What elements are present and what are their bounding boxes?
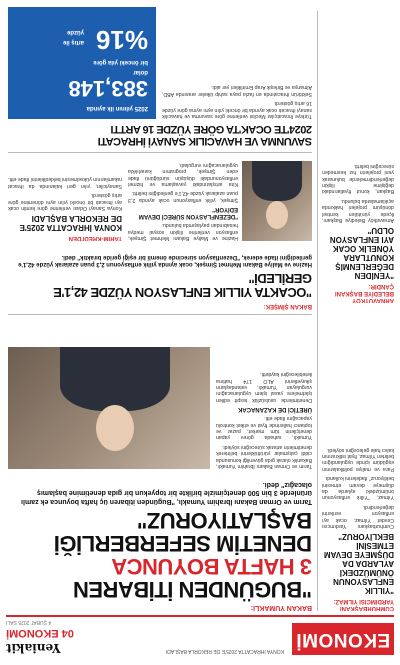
ad-percent: %16 [95, 25, 148, 55]
bottom-left-paragraph: Sanayiciler, yılın geri kalanında da ihracat rakamlarının yükselmesini beklediklerini ifade etti. [8, 176, 122, 189]
ad-number: 383,148 [68, 76, 148, 101]
side-story-3 [8, 157, 122, 241]
inflation-paragraph: Hazine ve Maliye Bakanı Mehmet Şimşek, enflasyon verilerine ilişkin sosyal medya hesabından paylaşımda bulundu. [128, 222, 238, 241]
ad-line-2: bir önceki yıla göre [93, 59, 148, 65]
main-headline-line-2: DENETİM SEFERBERLİĞİ [54, 531, 312, 556]
main-subhead: ÜRETİCİ DE KAZANACAK [238, 405, 312, 412]
side-story-paragraph: Para ve maliye politikalarının eşgüdüm içinde uygulandığını belirten Yılmaz, fiyat istikrarının kalıcı hale geleceğini söyledi. [322, 446, 394, 472]
side-story-2-paragraph: Arnavutköy Belediye Başkanı, ilçede yürütülen kentsel dönüşüm projeleri hakkında açıklamalarda bulundu. [322, 197, 394, 223]
side-story-2-kicker: ARNAVUTKÖY BELEDİYE BAŞKANI ÇANDIR: [334, 283, 394, 303]
bottom-left-kicker: TARIM-KREDİ'DEN [68, 235, 122, 241]
inflation-photo [242, 161, 312, 241]
ad-line-1: 2025 yılının ilk ayında [86, 105, 148, 111]
masthead-right [6, 619, 126, 655]
advertisement [8, 7, 156, 119]
side-story-kicker: CUMHURBAŞKANI YARDIMCISI YILMAZ: [333, 598, 394, 611]
side-story-2-paragraph: Başkan, konut fiyatlarındaki değişime ilişkin değerlendirmelerde bulunarak yeni projelerin hız kesmeden süreceğini belirtti. [322, 162, 394, 195]
inflation-subhead: "DEZENFLASYON SÜRECİ DEVAM EDİYOR" [138, 205, 238, 219]
main-headline [8, 509, 312, 601]
defense-headline [8, 123, 312, 147]
defense-headline-line-1: SAVUNMA VE HAVACILIK SANAYİ İHRACATI [98, 135, 312, 147]
side-story-2-headline: "YENİDEN DEĞERLENMİŞ KONUTLARA YÖNELİK OCAK AYI ENFLASYON OLDU" [329, 226, 394, 280]
section-divider [8, 314, 312, 315]
section-name: EKONOMİ [6, 627, 59, 639]
photo-figure [252, 161, 302, 201]
masthead-rule [6, 615, 394, 617]
side-story-2 [322, 143, 394, 303]
main-kicker: BAKAN YUMAKLI: [250, 604, 312, 611]
inflation-paragraph: Şimşek, yıllık enflasyonun ocak ayında 2,3 puan azalarak yüzde 42,1'e gerilediğini belirtti. [128, 190, 238, 203]
issue-date: 4 ŞUBAT 2025 SALI [6, 619, 52, 625]
inflation-kicker: BAKAN ŞİMŞEK: [263, 303, 312, 309]
side-story-headline: "YILLIK ENFLASYONUN ÖNÜMÜZDEKİ AYLARDA DA DÜŞMEYE DEVAM ETMESİNİ BEKLİYORUZ" [323, 532, 394, 595]
column-divider [317, 11, 318, 611]
bottom-left-paragraph: Konya Sanayi Odası verilerine göre kentin ocak ayı ihracatı bir önceki yılın aynı dönemine göre artış gösterdi. [8, 192, 122, 211]
main-paragraph: Tarım ve Orman Bakanı İbrahim Yumaklı, Bakanlık olarak gıda güvenliği konusunda ciddi çalışmalar yürüttüklerini belirterek denetimlerin artarak süreceğini söyledi. [216, 443, 312, 469]
defense-paragraph: Türkiye İhracatçılar Meclisi verilerine göre savunma ve havacılık sanayi ihracatı ocak ayında bir önceki yılın aynı ayına göre yüzde 16 artış gösterdi. [162, 100, 312, 119]
defense-paragraph: Sektörün ihracatında en fazla paya sahip ülkeler arasında ABD, Almanya ve Birleşik Arap Emirlikleri yer aldı. [162, 84, 312, 97]
publication-logo: Yeniakit [6, 641, 61, 655]
photo-face [96, 405, 134, 451]
main-headline-line-3: BAŞLATIYORUZ" [137, 508, 312, 533]
photo-figure [60, 347, 170, 411]
masthead [6, 619, 394, 659]
ad-unit: dolar [133, 69, 148, 75]
top-line: KONYA İHRACATTA 2025'E DE REKORLA BAŞLADI [165, 648, 284, 654]
main-body [216, 319, 312, 469]
section-brand: EKONOMİ [292, 623, 394, 655]
defense-headline-line-2: 2024'TE OCAK'TA GÖRE YÜZDE 16 ARTTI [110, 123, 312, 135]
ad-line-3: yüzde [66, 29, 84, 35]
ad-percent-label: artış ile [62, 39, 84, 45]
side-story [322, 311, 394, 611]
inflation-paragraph: Kira artışlarındaki yavaşlama ve hizmet enflasyonundaki düşüşün sürdüğünü ifade eden Şimşek, programın kararlılıkla uygulanacağını vurguladı. [128, 161, 238, 187]
photo-face [266, 201, 288, 229]
inflation-strap: Hazine ve Maliye Bakanı Mehmet Şimşek, ocak ayında yıllık enflasyonun 2,3 puan azalarak yüzde 42,1'e gerilediğini ifade ederek, "Dezenflasyon sürecinde önemli bir eşiği geride bıraktık" dedi. [18, 254, 312, 267]
main-photo [8, 347, 210, 469]
page-number: 04 [61, 627, 74, 639]
section-divider [8, 152, 312, 153]
side-story-paragraph: Yılmaz, "Yıllık enflasyonun önümüzdeki aylarda da düşmeye devam etmesini bekliyoruz" ifadelerini kullandı. [322, 475, 394, 501]
section-label [6, 627, 126, 639]
main-strap: Tarım ve Orman Bakanı İbrahim Yumaklı, "Bugünden itibaren üç hafta boyunca ek zamlı ürünlerde 3 bin 500 denetçimizle birlikte bir topyekun bir gıda denetimine başlamış olacağız" dedi. [21, 481, 312, 505]
bottom-left-headline: KONYA İHRACATTA 2025'E DE REKORLA BAŞLADI [19, 214, 122, 232]
side-story-paragraph: Cumhurbaşkanı Yardımcısı Cevdet Yılmaz, ocak ayı enflasyon verilerini değerlendirdi. [322, 503, 394, 529]
defense-body [162, 7, 312, 119]
main-paragraph: Denetimlerde usulsüzlük tespit edilen işletmelere yasal işlem uygulanacağını vurgulayan Yumaklı, vatandaşların şikayetlerini ALO 174 hattına iletebileceğini kaydetti. [216, 371, 312, 403]
main-paragraph: Yumaklı, sahada görev yapan denetçilerin tüm market, pazar ve toptancı hallerinde fiyat ve etiket kontrolü yapacağını ifade etti. [216, 415, 312, 441]
main-headline-line-1: "BUGÜNDEN İTİBAREN [73, 577, 312, 602]
main-headline-red: 3 HAFTA BOYUNCA [111, 554, 312, 579]
inflation-headline: "OCAKTA YILLIK ENFLASYON YÜZDE 42,1'E GERİLEDİ" [53, 271, 312, 300]
inflation-body [128, 157, 238, 241]
